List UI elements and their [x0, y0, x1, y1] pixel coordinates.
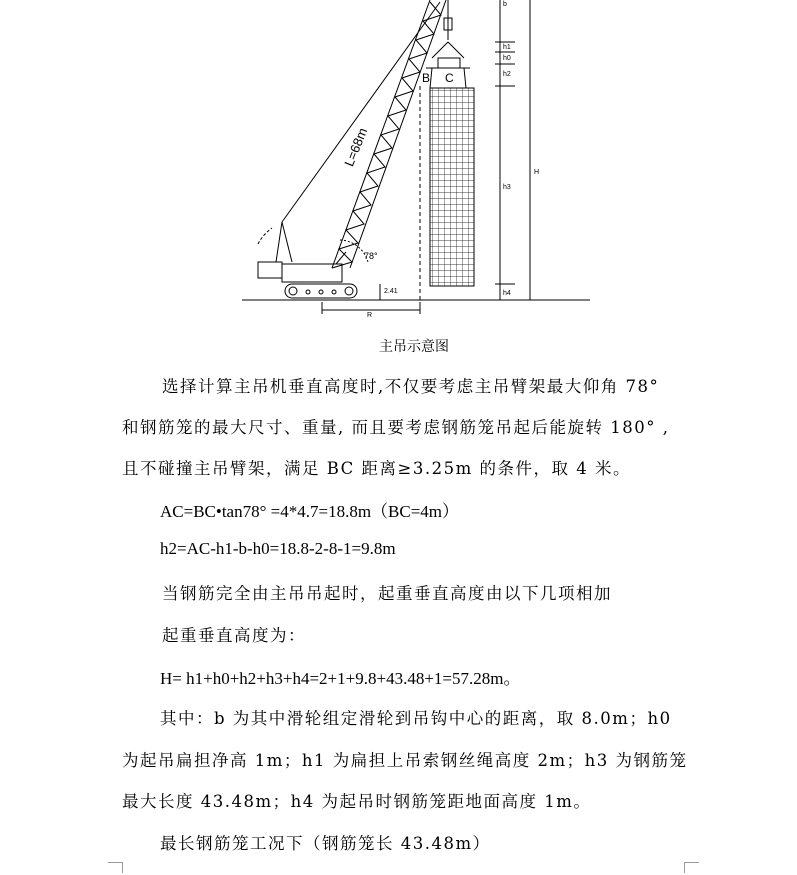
equation-h2: h2=AC-h1-b-h0=18.8-2-8-1=9.8m — [160, 539, 396, 558]
paragraph-5: 起重垂直高度为： — [162, 626, 306, 645]
label-c-point: C — [445, 71, 454, 85]
dim-h2-label: h2 — [503, 71, 511, 78]
crawler-track — [285, 284, 357, 298]
paragraph-1: 选择计算主吊机垂直高度时,不仅要考虑主吊臂架最大仰角 78° — [162, 377, 660, 396]
paragraph-3: 且不碰撞主吊臂架，满足 BC 距离≥3.25m 的条件，取 4 米。 — [122, 459, 631, 478]
page-corner-mark-right — [684, 862, 699, 873]
paragraph-8: 最大长度 43.48m；h4 为起吊时钢筋笼距地面高度 1m。 — [122, 792, 592, 811]
dim-b-label: b — [503, 1, 507, 8]
dim-H-label: H — [534, 169, 540, 176]
paragraph-4: 当钢筋完全由主吊吊起时，起重垂直高度由以下几项相加 — [162, 584, 612, 603]
clearance-label: 2.41 — [384, 288, 398, 295]
dim-h4-label: h4 — [503, 290, 511, 297]
equation-ac: AC=BC•tan78° =4*4.7=18.8m（BC=4m） — [160, 502, 460, 521]
paragraph-9: 最长钢筋笼工况下（钢筋笼长 43.48m） — [160, 834, 491, 853]
figure-caption: 主吊示意图 — [379, 339, 449, 355]
crane-lifting-diagram — [0, 0, 797, 330]
rebar-cage — [430, 88, 474, 286]
boom-length-label: L=68m — [341, 125, 371, 169]
dim-h3-label: h3 — [503, 184, 511, 191]
label-b-point: B — [422, 71, 431, 85]
paragraph-2: 和钢筋笼的最大尺寸、重量, 而且要考虑钢筋笼吊起后能旋转 180° , — [122, 418, 670, 437]
dim-h1-label: h1 — [503, 44, 511, 51]
paragraph-6: 其中：b 为其中滑轮组定滑轮到吊钩中心的距离，取 8.0m；h0 — [160, 709, 672, 728]
boom — [332, 0, 446, 268]
angle-label: 78° — [364, 251, 378, 261]
paragraph-7: 为起吊扁担净高 1m；h1 为扁担上吊索钢丝绳高度 2m；h3 为钢筋笼 — [122, 751, 688, 770]
radius-label: R — [367, 312, 373, 319]
page-corner-mark-left — [108, 862, 123, 873]
dim-h0-label: h0 — [503, 55, 511, 62]
equation-h-total: H= h1+h0+h2+h3+h4=2+1+9.8+43.48+1=57.28m。 — [160, 669, 521, 688]
